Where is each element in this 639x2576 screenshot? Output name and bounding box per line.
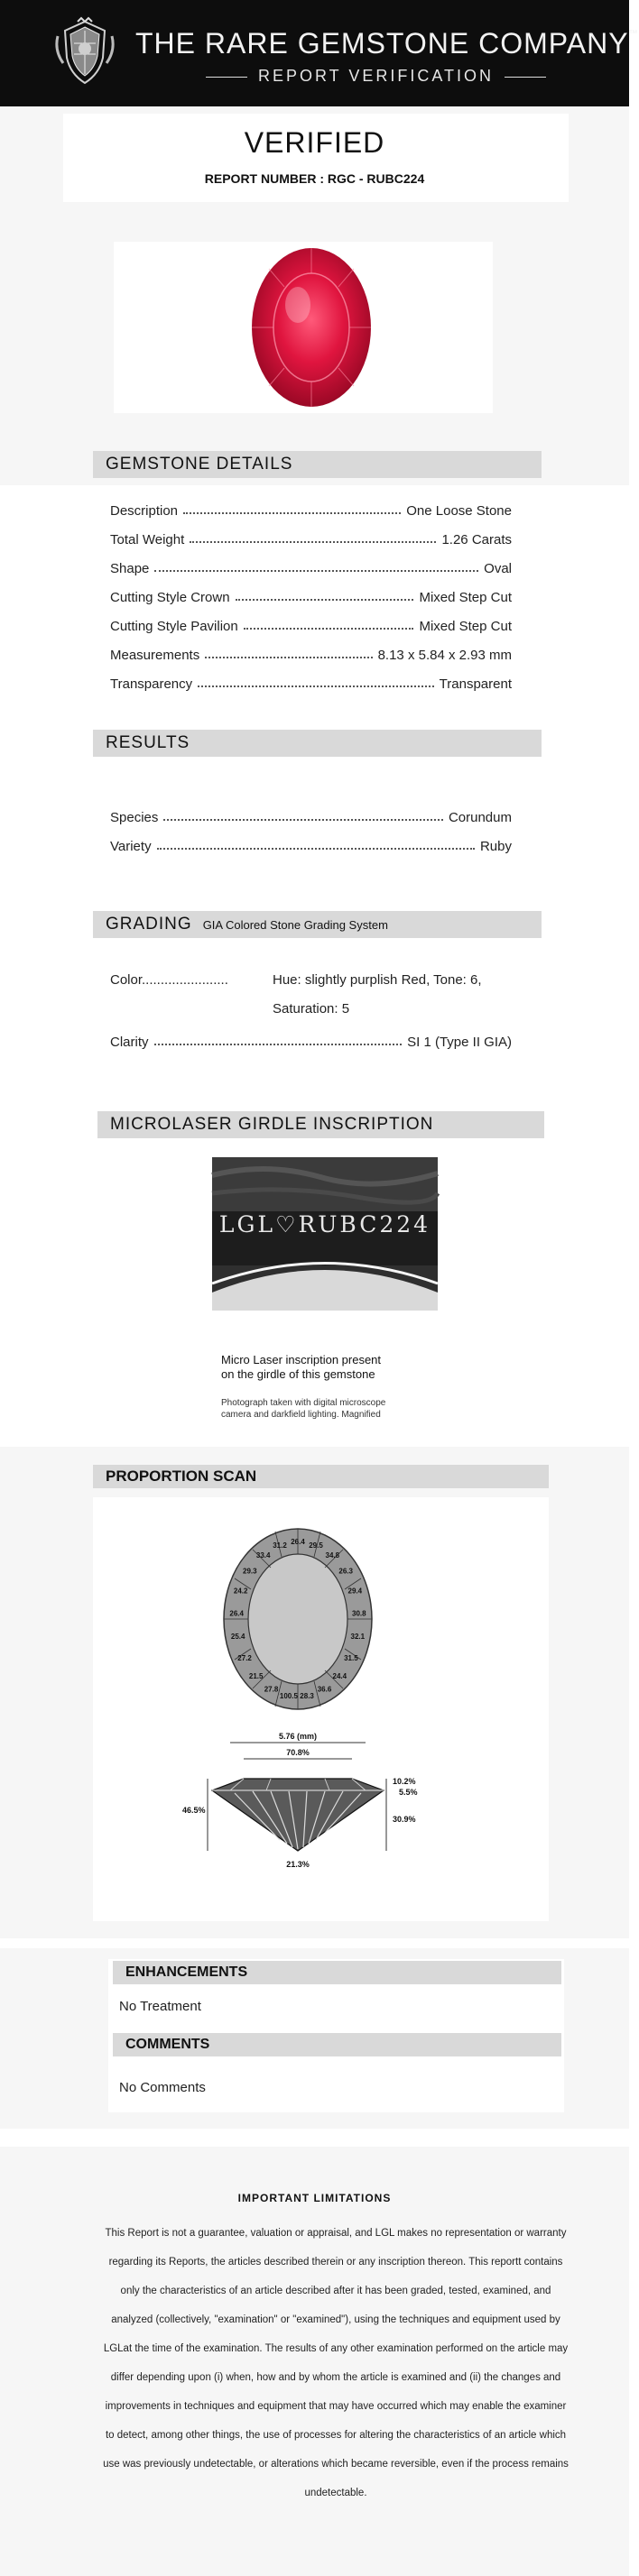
comments-value: No Comments bbox=[119, 2080, 206, 2095]
grading-system: GIA Colored Stone Grading System bbox=[202, 918, 388, 932]
detail-row bbox=[110, 528, 512, 547]
divider-left bbox=[206, 77, 247, 78]
detail-label: Transparency bbox=[110, 676, 193, 692]
inscription-caption-1: Micro Laser inscription present bbox=[221, 1353, 382, 1366]
result-label: Variety bbox=[110, 839, 152, 854]
detail-label: Measurements bbox=[110, 648, 200, 663]
header-subtitle: REPORT VERIFICATION bbox=[258, 67, 495, 85]
result-value: Ruby bbox=[479, 839, 512, 854]
facet-measure-label: 24.4 bbox=[332, 1672, 347, 1680]
header-bar bbox=[0, 0, 639, 106]
detail-row bbox=[110, 499, 512, 519]
gemstone-details-heading: GEMSTONE DETAILS bbox=[93, 451, 542, 478]
color-value-line1: Hue: slightly purplish Red, Tone: 6, bbox=[273, 972, 482, 988]
inscription-note-2: camera and darkfield lighting. Magnified bbox=[221, 1410, 381, 1420]
facet-measure-label: 26.4 bbox=[291, 1538, 305, 1546]
leader-dots bbox=[244, 628, 414, 630]
facet-measure-label: 27.8 bbox=[264, 1685, 279, 1694]
grading-heading bbox=[93, 911, 542, 938]
comments-heading: COMMENTS bbox=[113, 2033, 561, 2056]
report-number: REPORT NUMBER : RGC - RUBC224 bbox=[204, 171, 425, 186]
detail-value: Mixed Step Cut bbox=[419, 619, 512, 634]
crest-logo-icon bbox=[51, 18, 119, 87]
facet-measure-label: 31.5 bbox=[344, 1654, 358, 1662]
crown-angle: 5.5% bbox=[399, 1788, 418, 1797]
detail-label: Total Weight bbox=[110, 532, 185, 547]
facet-measure-label: 29.3 bbox=[243, 1567, 257, 1576]
detail-value: Transparent bbox=[439, 676, 512, 692]
detail-row bbox=[110, 557, 512, 576]
leader-dots bbox=[154, 570, 478, 572]
divider-right bbox=[505, 77, 546, 78]
detail-value: Oval bbox=[484, 561, 512, 576]
clarity-value: SI 1 (Type II GIA) bbox=[407, 1035, 512, 1050]
inscription-note-1: Photograph taken with digital microscope bbox=[221, 1398, 386, 1408]
enhancements-heading: ENHANCEMENTS bbox=[113, 1961, 561, 1984]
leader-dots bbox=[236, 599, 414, 601]
leader-dots bbox=[163, 819, 443, 821]
facet-measure-label: 21.5 bbox=[248, 1672, 264, 1680]
ruby-gemstone-image bbox=[244, 242, 379, 413]
detail-row bbox=[110, 643, 512, 663]
trademark-symbol: ™ bbox=[628, 29, 639, 39]
pavilion-percent: 30.9% bbox=[393, 1815, 416, 1824]
leader-dots bbox=[205, 657, 372, 658]
culet-percent: 21.3% bbox=[286, 1860, 310, 1869]
detail-row bbox=[110, 672, 512, 692]
detail-label: Shape bbox=[110, 561, 150, 576]
verified-status: VERIFIED bbox=[244, 126, 385, 159]
facet-measure-label: 32.1 bbox=[350, 1633, 366, 1642]
detail-value: 8.13 x 5.84 x 2.93 mm bbox=[377, 648, 512, 663]
detail-label: Cutting Style Pavilion bbox=[110, 619, 238, 634]
detail-value: One Loose Stone bbox=[406, 503, 512, 519]
detail-value: 1.26 Carats bbox=[441, 532, 512, 547]
table-percent: 70.8% bbox=[286, 1748, 310, 1757]
detail-value: Mixed Step Cut bbox=[419, 590, 512, 605]
facet-measure-label: 25.4 bbox=[230, 1633, 245, 1642]
result-label: Species bbox=[110, 810, 159, 825]
color-label: Color....................... bbox=[110, 972, 228, 988]
facet-measure-label: 26.3 bbox=[338, 1567, 353, 1576]
result-value: Corundum bbox=[448, 810, 512, 825]
facet-measure-label: 33.4 bbox=[255, 1550, 271, 1559]
result-row bbox=[110, 805, 512, 825]
facet-measure-label: 24.2 bbox=[233, 1587, 248, 1596]
inscription-caption-2: on the girdle of this gemstone bbox=[221, 1367, 375, 1381]
grading-title: GRADING bbox=[106, 915, 192, 934]
crown-percent: 10.2% bbox=[393, 1777, 416, 1786]
inscription-photo bbox=[212, 1157, 438, 1311]
leader-dots bbox=[154, 1044, 403, 1045]
detail-row bbox=[110, 614, 512, 634]
facet-measure-label: 34.8 bbox=[325, 1550, 340, 1559]
width-label: 5.76 (mm) bbox=[278, 1732, 318, 1741]
facet-measure-label: 29.5 bbox=[309, 1541, 323, 1550]
total-depth-percent: 46.5% bbox=[182, 1806, 206, 1815]
facet-measure-label: 29.4 bbox=[347, 1587, 363, 1596]
limitations-heading: IMPORTANT LIMITATIONS bbox=[237, 2192, 392, 2204]
facet-measure-label: 36.6 bbox=[317, 1685, 332, 1694]
facet-measure-label: 28.3 bbox=[300, 1692, 314, 1700]
leader-dots bbox=[157, 848, 475, 850]
results-heading: RESULTS bbox=[93, 730, 542, 757]
clarity-row bbox=[110, 1030, 512, 1050]
company-name: THE RARE GEMSTONE COMPANY bbox=[135, 27, 629, 60]
leader-dots bbox=[190, 541, 436, 543]
inscription-text: LGL♡RUBC224 bbox=[218, 1211, 431, 1237]
detail-row bbox=[110, 585, 512, 605]
side-profile-diagram bbox=[181, 1732, 418, 1876]
clarity-label: Clarity bbox=[110, 1035, 149, 1050]
detail-label: Description bbox=[110, 503, 179, 519]
color-value-line2: Saturation: 5 bbox=[273, 1001, 350, 1017]
enhancements-value: No Treatment bbox=[119, 1999, 201, 2014]
detail-label: Cutting Style Crown bbox=[110, 590, 230, 605]
facet-measure-label: 26.4 bbox=[229, 1609, 244, 1618]
result-row bbox=[110, 834, 512, 854]
leader-dots bbox=[198, 685, 434, 687]
leader-dots bbox=[183, 512, 401, 514]
top-view-diagram bbox=[217, 1524, 379, 1714]
limitations-text: This Report is not a guarantee, valuation or appraisal, and LGL makes no representation or warranty regarding its Reports, the articles described therein or any inscription thereon. This reportt contains only the characteristics of an article described after it has been graded, tested, examined, and analyzed (collectively, "examination" or "examined"), using the techniques and equipment used by LGLat the time of the examination. The results of any other examination performed on the article may differ depending upon (i) when, how and by whom the article is examined and (ii) the changes and improvements in techniques and equipment that may have occurred which may enable the examiner to detect, among other things, the use of processes for altering the characteristics of an article which use was previously undetectable, or alterations which became reversible, even if the process remains undetectable. bbox=[103, 2228, 569, 2498]
proportion-heading: PROPORTION SCAN bbox=[93, 1465, 549, 1488]
facet-measure-label: 100.5 bbox=[279, 1692, 298, 1700]
facet-measure-label: 30.8 bbox=[352, 1609, 366, 1618]
microlaser-heading: MICROLASER GIRDLE INSCRIPTION bbox=[97, 1111, 544, 1138]
facet-measure-label: 31.2 bbox=[273, 1541, 287, 1550]
facet-measure-label: 27.2 bbox=[237, 1654, 252, 1662]
